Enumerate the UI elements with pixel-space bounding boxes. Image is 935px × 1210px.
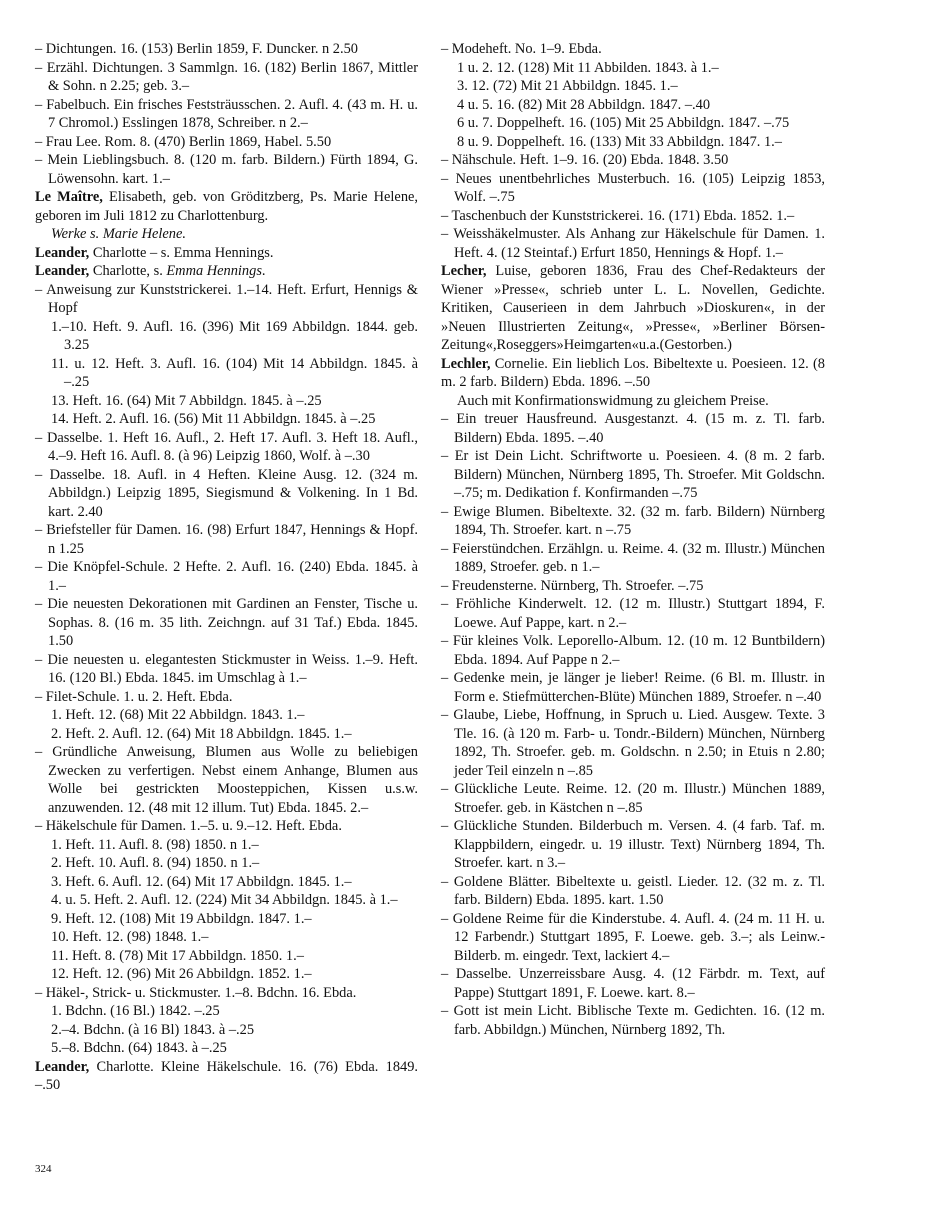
entry-text: – Nähschule. Heft. 1–9. 16. (20) Ebda. 1848. 3.50 — [441, 152, 729, 168]
page-number: 324 — [35, 1163, 52, 1175]
entry — [35, 651, 418, 688]
entry-text: – Frau Lee. Rom. 8. (470) Berlin 1869, Habel. 5.50 — [35, 133, 332, 150]
entry-text: 1. Heft. 11. Aufl. 8. (98) 1850. n 1.– — [51, 836, 259, 853]
entry — [35, 854, 418, 873]
entry-text: 3. 12. (72) Mit 21 Abbildgn. 1845. 1.– — [457, 78, 678, 94]
entry — [35, 1021, 418, 1040]
entry — [441, 392, 825, 411]
entry — [35, 836, 418, 855]
entry-text: – Feierstündchen. Erzählgn. u. Reime. 4. (32 m. Illustr.) München 1889, Stroefer. geb. n 1.– — [441, 540, 825, 575]
entry — [35, 429, 418, 466]
entry — [441, 873, 825, 910]
entry — [441, 96, 825, 115]
entry — [441, 262, 825, 355]
entry-text: – Gott ist mein Licht. Biblische Texte m. Gedichten. 16. (12 m. farb. Abbildgn.) München, Nürnberg 1892, Th. — [441, 1003, 825, 1038]
entry — [35, 947, 418, 966]
entry — [35, 410, 418, 429]
entry — [35, 40, 418, 59]
entry — [441, 1002, 825, 1039]
entry-text: – Filet-Schule. 1. u. 2. Heft. Ebda. — [35, 688, 233, 705]
entry-text: 4. u. 5. Heft. 2. Aufl. 12. (224) Mit 34 Abbildgn. 1845. à 1.– — [51, 892, 398, 908]
entry — [35, 521, 418, 558]
entry — [35, 59, 418, 96]
entry — [35, 984, 418, 1003]
entry-text: 2.–4. Bdchn. (à 16 Bl) 1843. à –.25 — [51, 1021, 255, 1038]
entry — [35, 725, 418, 744]
entry-text: – Ewige Blumen. Bibeltexte. 32. (32 m. farb. Bildern) Nürnberg 1894, Th. Stroefer. kart. n –.75 — [441, 503, 825, 538]
entry — [35, 688, 418, 707]
entry-author: Leander, — [35, 263, 90, 279]
entry — [35, 96, 418, 133]
entry-text: – Ein treuer Hausfreund. Ausgestanzt. 4. (15 m. z. Tl. farb. Bildern) Ebda. 1895. –.40 — [441, 411, 825, 446]
entry-text: 1. Bdchn. (16 Bl.) 1842. –.25 — [51, 1003, 220, 1019]
entry — [441, 706, 825, 780]
entry-text: – Dichtungen. 16. (153) Berlin 1859, F. Duncker. n 2.50 — [35, 41, 358, 57]
entry-text: – Glückliche Stunden. Bilderbuch m. Versen. 4. (4 farb. Taf. m. Klappbildern, eingedr. u. 19 illustr. Text) Nürnberg 1894, Th. Stroefer. kart. n 3.– — [441, 818, 825, 871]
entry-text: 8 u. 9. Doppelheft. 16. (133) Mit 33 Abbildgn. 1847. 1.– — [457, 133, 782, 150]
entry-text: – Glaube, Liebe, Hoffnung, in Spruch u. Lied. Ausgew. Texte. 3 Tle. 16. (à 120 m. Farb- u. Tondr.-Bildern) München, Nürnberg 1892, Th. Stroefer. geb. m. Goldschn. n 2.50; in Etuis n 2.80; jeder Teil einzeln n –.85 — [441, 707, 825, 779]
entry-text: Werke s. Marie Helene. — [51, 226, 186, 242]
entry-text: 2. Heft. 10. Aufl. 8. (94) 1850. n 1.– — [51, 855, 260, 871]
entry-author: Lechler, — [441, 355, 491, 372]
entry-text: 9. Heft. 12. (108) Mit 19 Abbildgn. 1847. 1.– — [51, 910, 312, 927]
entry-text: – Taschenbuch der Kunststrickerei. 16. (171) Ebda. 1852. 1.– — [441, 207, 795, 224]
entry — [441, 910, 825, 966]
entry-text: Elisabeth, geb. von Gröditzberg, Ps. Marie Helene, geboren im Juli 1812 zu Charlottenburg. — [35, 189, 419, 224]
entry — [35, 355, 418, 392]
entry — [35, 318, 418, 355]
entry-text: Auch mit Konfirmationswidmung zu gleichem Preise. — [457, 392, 769, 409]
entry-text: Luise, geboren 1836, Frau des Chef-Redakteurs der Wiener »Presse«, schrieb unter L. L. Novellen, Gedichte. Kritiken, Causerieen in dem Jahrbuch »Dioskuren«, in der »Neuen Illustrierten Zeitung«, »Presse«, »Berliner Börsen-Zeitung«,Roseggers»Heimgarten«u.a.(Gestorben.) — [441, 263, 825, 353]
entry-text: Cornelie. Ein lieblich Los. Bibeltexte u. Poesieen. 12. (8 m. 2 farb. Bildern) Ebda. 1896. –.50 — [441, 355, 825, 390]
entry — [441, 133, 825, 152]
entry — [35, 873, 418, 892]
entry — [35, 1002, 418, 1021]
entry-text: 11. u. 12. Heft. 3. Aufl. 16. (104) Mit 14 Abbildgn. 1845. à –.25 — [51, 355, 418, 390]
entry — [35, 743, 418, 817]
entry — [441, 540, 825, 577]
entry-text: 1 u. 2. 12. (128) Mit 11 Abbilden. 1843. à 1.– — [457, 59, 719, 76]
entry — [35, 133, 418, 152]
entry — [35, 928, 418, 947]
entry — [441, 40, 825, 59]
entry-text: – Goldene Blätter. Bibeltexte u. geistl. Lieder. 12. (32 m. z. Tl. farb. Bildern) Ebda. 1895. kart. 1.50 — [441, 873, 825, 908]
entry-text: – Häkelschule für Damen. 1.–5. u. 9.–12. Heft. Ebda. — [35, 818, 342, 834]
entry-text: – Fabelbuch. Ein frisches Feststräusschen. 2. Aufl. 4. (43 m. H. u. 7 Chromol.) Esslingen 1878, Schreiber. n 2.– — [35, 96, 418, 131]
entry-author: Le Maître, — [35, 189, 103, 205]
entry-text: – Dasselbe. 18. Aufl. in 4 Heften. Kleine Ausg. 12. (324 m. Abbildgn.) Leipzig 1895, Siegismund & Volkening. In 1 Bd. kart. 2.40 — [35, 466, 418, 520]
entry — [35, 910, 418, 929]
entry-text: 10. Heft. 12. (98) 1848. 1.– — [51, 929, 209, 945]
entry — [441, 669, 825, 706]
entry — [441, 577, 825, 596]
entry-text: – Für kleines Volk. Leporello-Album. 12. (10 m. 12 Buntbildern) Ebda. 1894. Auf Pappe n 2.– — [441, 633, 825, 668]
entry-text: – Fröhliche Kinderwelt. 12. (12 m. Illustr.) Stuttgart 1894, F. Loewe. Auf Pappe, kart. n 2.– — [441, 596, 825, 631]
entry-text: – Neues unentbehrliches Musterbuch. 16. (105) Leipzig 1853, Wolf. –.75 — [441, 170, 825, 205]
entry — [441, 207, 825, 226]
entry-text: – Gedenke mein, je länger je lieber! Reime. (6 Bl. m. Illustr. in Form e. Stiefmütterchen-Blüte) München 1889, Stroefer. n –.40 — [441, 670, 825, 705]
entry — [35, 1039, 418, 1058]
entry-text: 1. Heft. 12. (68) Mit 22 Abbildgn. 1843. 1.– — [51, 707, 305, 723]
entry — [35, 188, 418, 225]
entry — [441, 632, 825, 669]
entry — [441, 965, 825, 1002]
entry — [441, 151, 825, 170]
entry — [35, 817, 418, 836]
entry-text: 14. Heft. 2. Aufl. 16. (56) Mit 11 Abbildgn. 1845. à –.25 — [51, 411, 376, 427]
entry-text: – Dasselbe. 1. Heft 16. Aufl., 2. Heft 17. Aufl. 3. Heft 18. Aufl., 4.–9. Heft 16. Aufl. 8. (à 96) Leipzig 1860, Wolf. à –.30 — [35, 429, 418, 464]
entry-text: – Die Knöpfel-Schule. 2 Hefte. 2. Aufl. 16. (240) Ebda. 1845. à 1.– — [35, 559, 418, 594]
entry-text-tail: . — [261, 263, 266, 279]
entry-text: 12. Heft. 12. (96) Mit 26 Abbildgn. 1852. 1.– — [51, 966, 312, 982]
entry-author: Lecher, — [441, 263, 487, 279]
entry-text: – Modeheft. No. 1–9. Ebda. — [441, 41, 602, 57]
entry — [441, 595, 825, 632]
entry — [35, 392, 418, 411]
entry-text: Charlotte. Kleine Häkelschule. 16. (76) Ebda. 1849. –.50 — [35, 1058, 418, 1093]
left-column — [35, 40, 418, 1095]
entry-text: – Glückliche Leute. Reime. 12. (20 m. Illustr.) München 1889, Stroefer. geb. in Kästchen n –.85 — [441, 781, 825, 816]
right-column — [441, 40, 825, 1039]
entry-ref: Emma Hennings — [166, 263, 262, 279]
entry — [35, 1058, 418, 1095]
entry — [35, 466, 418, 522]
entry-text: 3. Heft. 6. Aufl. 12. (64) Mit 17 Abbildgn. 1845. 1.– — [51, 873, 352, 890]
entry — [35, 225, 418, 244]
entry-text: – Dasselbe. Unzerreissbare Ausg. 4. (12 Färbdr. m. Text, auf Pappe) Stuttgart 1891, F. Loewe. kart. 8.– — [441, 966, 825, 1001]
entry — [441, 77, 825, 96]
entry — [441, 170, 825, 207]
entry-text: – Erzähl. Dichtungen. 3 Sammlgn. 16. (182) Berlin 1867, Mittler & Sohn. n 2.25; geb. 3.– — [35, 59, 418, 94]
entry-text: 13. Heft. 16. (64) Mit 7 Abbildgn. 1845. à –.25 — [51, 392, 322, 409]
entry-author: Leander, — [35, 244, 90, 261]
entry-text: 1.–10. Heft. 9. Aufl. 16. (396) Mit 169 Abbildgn. 1844. geb. 3.25 — [51, 318, 418, 353]
entry — [441, 817, 825, 873]
entry-author: Leander, — [35, 1058, 90, 1075]
entry — [35, 558, 418, 595]
entry — [441, 355, 825, 392]
entry-text: – Freudensterne. Nürnberg, Th. Stroefer. –.75 — [441, 577, 704, 594]
entry — [35, 706, 418, 725]
entry-text: – Goldene Reime für die Kinderstube. 4. Aufl. 4. (24 m. 11 H. u. 12 Farbendr.) Stuttgart 1895, F. Loewe. geb. 3.–; als Leinw.-Bilderb. m. eingedr. Text, lackiert 4.– — [441, 910, 825, 964]
entry-text: Charlotte – s. Emma Hennings. — [89, 244, 274, 261]
entry-text: 6 u. 7. Doppelheft. 16. (105) Mit 25 Abbildgn. 1847. –.75 — [457, 115, 790, 131]
entry-text: 11. Heft. 8. (78) Mit 17 Abbildgn. 1850. 1.– — [51, 947, 304, 964]
entry — [35, 281, 418, 318]
entry — [35, 244, 418, 263]
entry-text: – Mein Lieblingsbuch. 8. (120 m. farb. Bildern.) Fürth 1894, G. Löwensohn. kart. 1.– — [35, 152, 418, 187]
entry — [441, 410, 825, 447]
entry-text: Charlotte, s. — [89, 263, 167, 279]
entry-text: – Anweisung zur Kunststrickerei. 1.–14. Heft. Erfurt, Hennigs & Hopf — [35, 281, 418, 316]
entry-text: 2. Heft. 2. Aufl. 12. (64) Mit 18 Abbildgn. 1845. 1.– — [51, 725, 352, 742]
entry — [35, 965, 418, 984]
entry-text: – Gründliche Anweisung, Blumen aus Wolle zu beliebigen Zwecken zu verfertigen. Nebst einem Anhange, Blumen aus Wolle bei gestrickten Moosteppichen, Kissen u.s.w. anzuwenden. 12. (48 mit 12 illum. Tut) Ebda. 1845. 2.– — [35, 744, 418, 816]
entry — [441, 503, 825, 540]
entry-text: – Weisshäkelmuster. Als Anhang zur Häkelschule für Damen. 1. Heft. 4. (12 Steintaf.) Erfurt 1850, Hennings & Hopf. 1.– — [441, 226, 825, 261]
entry-text: – Die neuesten u. elegantesten Stickmuster in Weiss. 1.–9. Heft. 16. (120 Bl.) Ebda. 1845. im Umschlag à 1.– — [35, 651, 418, 686]
entry — [441, 114, 825, 133]
entry-text: 4 u. 5. 16. (82) Mit 28 Abbildgn. 1847. –.40 — [457, 96, 711, 113]
entry — [35, 595, 418, 651]
entry — [441, 225, 825, 262]
entry-text: 5.–8. Bdchn. (64) 1843. à –.25 — [51, 1040, 227, 1056]
entry — [441, 447, 825, 503]
entry — [35, 151, 418, 188]
entry-text: – Er ist Dein Licht. Schriftworte u. Poesieen. 4. (8 m. 2 farb. Bildern) München, Nürnberg 1895, Th. Stroefer. Mit Goldschn. –.75; m. Dedikation f. Konfirmanden –.75 — [441, 448, 825, 501]
entry-text: – Die neuesten Dekorationen mit Gardinen an Fenster, Tische u. Sophas. 8. (16 m. 35 lith. Zeichngn. auf 31 Taf.) Ebda. 1845. 1.50 — [35, 596, 418, 649]
entry-text: – Briefsteller für Damen. 16. (98) Erfurt 1847, Hennings & Hopf. n 1.25 — [35, 522, 418, 557]
entry — [35, 262, 418, 281]
entry — [35, 891, 418, 910]
entry — [441, 59, 825, 78]
entry-text: – Häkel-, Strick- u. Stickmuster. 1.–8. Bdchn. 16. Ebda. — [35, 984, 357, 1001]
entry — [441, 780, 825, 817]
